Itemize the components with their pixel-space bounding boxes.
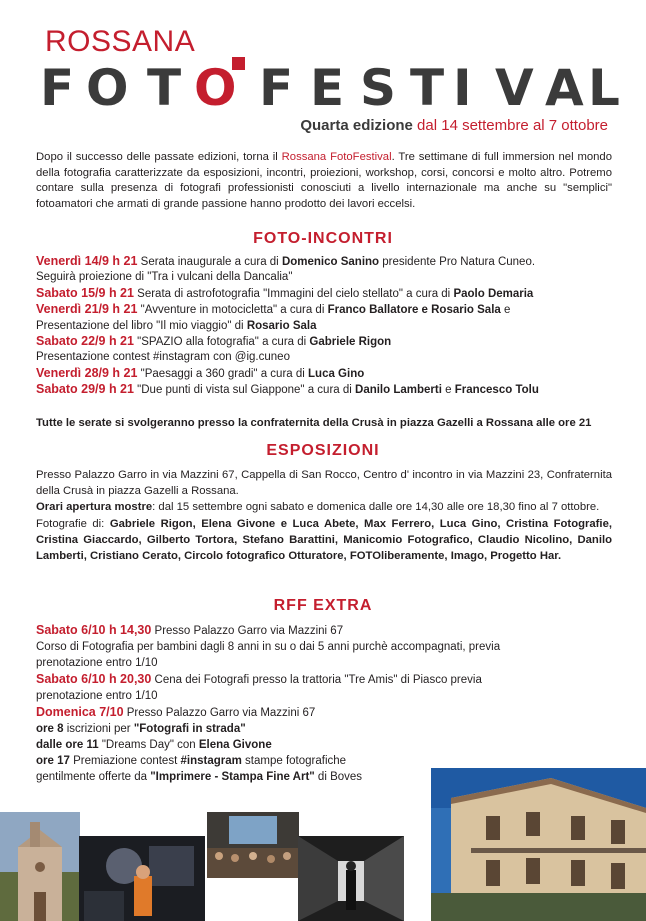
foto-incontri-list (36, 254, 612, 399)
festival-name: Rossana FotoFestival (281, 151, 392, 163)
edition-label: Quarta edizione (300, 117, 413, 134)
event-line (36, 382, 612, 398)
brand-letter: V (495, 59, 534, 117)
hours-text: : dal 15 settembre ogni sabato e domenica dalle ore 14,30 alle ore 18,30 fino al 7 ottobre. (152, 501, 600, 514)
event-line (36, 319, 612, 334)
photographers-list: Gabriele Rigon, Elena Givone e Luca Abete, Max Ferrero, Luca Gino, Cristina Fotografie, Cristina Giaccardo, Gilberto Tortora, Stefano Barattini, Manicomio Fotografico, Claudio Nicolino, Danilo Lamberti, Cristiano Cerato, Circolo fotografico Otturatore, FOTOliberamente, Imago, Progetto Har. (36, 517, 612, 563)
event-line (36, 254, 612, 270)
brand-letter: A (545, 59, 584, 117)
event-date: Venerdì 21/9 h 21 (36, 302, 138, 317)
brand-letter: F (259, 59, 294, 117)
event-host: Domenico Sanino (281, 256, 380, 268)
esposizioni-locations: Presso Palazzo Garro in via Mazzini 67, Cappella di San Rocco, Centro d' incontro in via Mazzini 23, Confraternita della Crusà in piazza Gazelli a Rossana. (36, 469, 612, 498)
edition-line (300, 117, 608, 134)
section-title-rff-extra: RFF EXTRA (273, 597, 373, 614)
extra-time: dalle ore 11 (36, 739, 99, 751)
photo-conference (207, 812, 299, 878)
brand-letter: T (147, 59, 182, 117)
photo-palazzo-garro (431, 768, 646, 921)
event-host: Paolo Demaria (453, 287, 534, 300)
brand-letter: L (588, 59, 620, 117)
event-text: e (441, 384, 455, 397)
photographers-label: Fotografie di: (36, 517, 110, 530)
extra-text: "Dreams Day" con (98, 739, 199, 751)
extra-date: Sabato 6/10 h 20,30 (36, 672, 152, 686)
event-text: e (500, 304, 511, 317)
extra-text: stampe fotografiche (241, 755, 347, 767)
event-line (36, 334, 612, 350)
extra-time: ore 8 (36, 723, 64, 735)
brand-letter: I (453, 59, 472, 117)
extra-highlight: #instagram (180, 755, 242, 767)
extra-date: Sabato 6/10 h 14,30 (36, 623, 152, 637)
event-line (36, 302, 612, 318)
extra-text: gentilmente offerte da (36, 771, 151, 783)
extra-line: Corso di Fotografia per bambini dagli 8 anni in su o dai 5 anni purchè accompagnati, previa (36, 641, 501, 653)
event-text: Serata di astrofotografia "Immagini del cielo stellato" a cura di (133, 287, 454, 300)
hours-label: Orari apertura mostre (36, 501, 153, 514)
extra-text: Premiazione contest (69, 755, 181, 767)
event-date: Venerdì 14/9 h 21 (36, 254, 138, 268)
esposizioni-photographers (36, 516, 612, 565)
event-host: Franco Ballatore e Rosario Sala (327, 304, 501, 317)
extra-text: Presso Palazzo Garro via Mazzini 67 (123, 707, 316, 719)
extra-date: Domenica 7/10 (36, 705, 124, 719)
extra-line (36, 704, 612, 721)
esposizioni-body (36, 467, 612, 564)
extra-highlight: "Fotografi in strada" (133, 723, 246, 735)
extra-text: iscrizioni per (63, 723, 134, 735)
event-text: "Due punti di vista sul Giappone" a cura di (133, 384, 356, 397)
event-date: Sabato 29/9 h 21 (36, 382, 134, 397)
event-text: Presentazione del libro "Il mio viaggio" di (36, 319, 247, 332)
event-line (36, 366, 612, 382)
section-title-foto-incontri: FOTO-INCONTRI (253, 230, 393, 247)
event-text: "Avventure in motocicletta" a cura di (137, 304, 328, 317)
event-text: "Paesaggi a 360 gradi" a cura di (137, 367, 309, 380)
extra-line (36, 721, 612, 737)
intro-text-rest: . Tre settimane di full immersion nel mondo della fotografia caratterizzate da esposizioni, incontri, proiezioni, workshop, corsi, concorsi e molto altro. Potremo contare sulla presenza di fotografi professionisti conosciuti a livello internazionale ma anche su "semplici" fotoamatori che armati di grande passione hanno prodotto dei lavori eccelsi. (36, 151, 612, 210)
extra-text: Presso Palazzo Garro via Mazzini 67 (151, 625, 344, 637)
event-line (36, 286, 612, 302)
extra-line (36, 753, 612, 769)
esposizioni-hours (36, 499, 612, 515)
brand-rossana: ROSSANA (45, 25, 196, 58)
event-text: "SPAZIO alla fotografia" a cura di (133, 336, 310, 349)
event-host: Luca Gino (308, 367, 365, 380)
extra-highlight: Elena Givone (198, 739, 272, 751)
photo-church (0, 812, 80, 921)
extra-line: prenotazione entro 1/10 (36, 657, 158, 669)
extra-text: di Boves (314, 771, 363, 783)
brand-letter: E (310, 59, 345, 117)
rff-extra-list (36, 622, 612, 785)
extra-line (36, 622, 612, 639)
event-line: Seguirà proiezione di "Tra i vulcani della Dancalia" (36, 271, 293, 284)
event-host: Gabriele Rigon (309, 336, 392, 349)
brand-letter: F (40, 59, 75, 117)
serate-note: Tutte le serate si svolgeranno presso la confraternita della Crusà in piazza Gazelli a Rossana alle ore 21 (36, 417, 592, 429)
event-text: Serata inaugurale a cura di (137, 256, 282, 268)
section-title-esposizioni: ESPOSIZIONI (266, 442, 380, 459)
event-host: Danilo Lamberti (355, 384, 442, 397)
event-date: Sabato 15/9 h 21 (36, 285, 134, 300)
event-text: presidente Pro Natura Cuneo. (379, 256, 536, 268)
photo-hallway-bw (298, 836, 404, 921)
photo-space-center (79, 836, 205, 921)
brand-letter: T (410, 59, 445, 117)
intro-paragraph (36, 150, 612, 212)
brand-fotofestival (40, 59, 620, 117)
brand-letter-o-red: O (194, 59, 237, 117)
extra-text: Cena dei Fotografi presso la trattoria "Tre Amis" di Piasco previa (151, 674, 482, 686)
extra-line (36, 671, 612, 688)
event-host: Rosario Sala (246, 319, 317, 332)
intro-text: Dopo il successo delle passate edizioni, torna il (36, 151, 282, 163)
brand-letter: S (360, 59, 397, 117)
extra-line (36, 737, 612, 753)
extra-time: ore 17 (36, 755, 70, 767)
event-date: Sabato 22/9 h 21 (36, 334, 134, 349)
event-line: Presentazione contest #instagram con @ig.cuneo (36, 351, 290, 364)
extra-highlight: "Imprimere - Stampa Fine Art" (150, 771, 315, 783)
event-host: Francesco Tolu (454, 384, 539, 397)
brand-letter: O (86, 59, 129, 117)
extra-line: prenotazione entro 1/10 (36, 690, 158, 702)
edition-dates: dal 14 settembre al 7 ottobre (417, 117, 608, 134)
event-date: Venerdì 28/9 h 21 (36, 365, 138, 380)
